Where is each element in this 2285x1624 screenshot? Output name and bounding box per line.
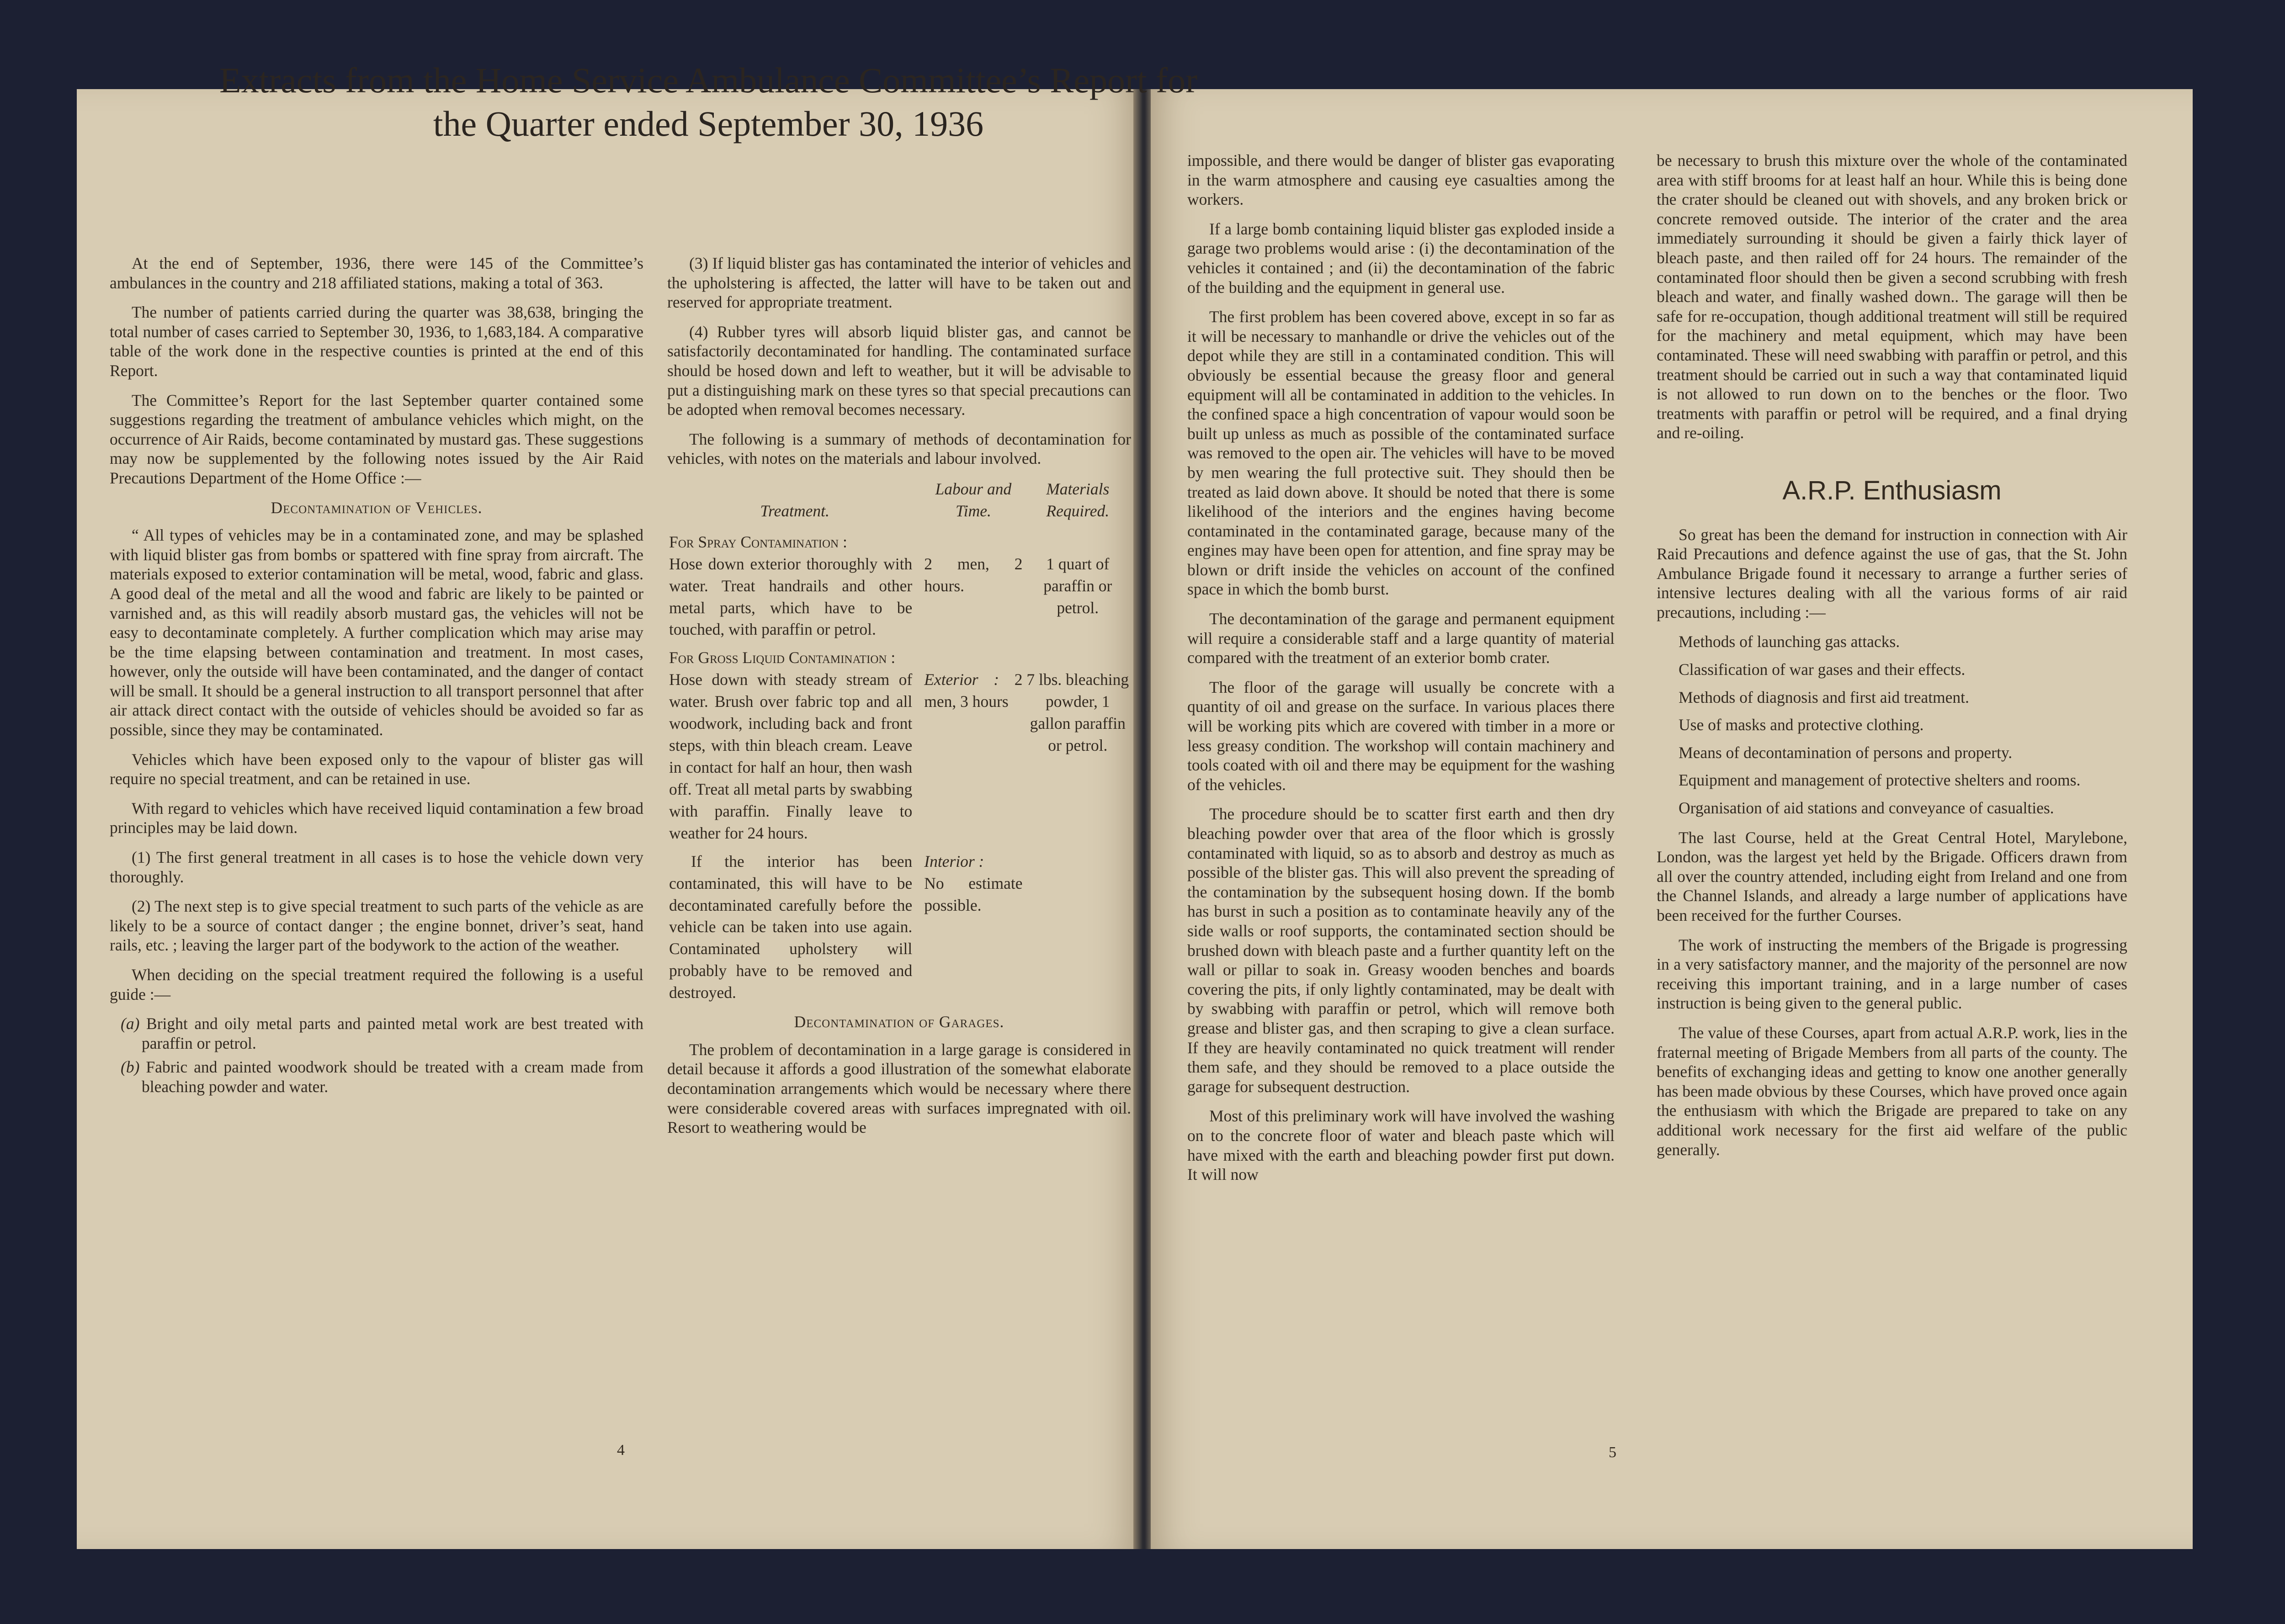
guide-list (110, 1014, 643, 1096)
paragraph: If a large bomb containing liquid blister gas exploded inside a garage two problems would arise : (i) the decontamination of the vehicles it contained ; and (ii) the decontamination of the fabric of the building and the equipment in general use. (1187, 219, 1615, 297)
decontamination-table (667, 478, 1131, 1004)
table-header-labour: Labour and Time. (935, 479, 1012, 520)
paragraph: “ All types of vehicles may be in a contaminated zone, and may be splashed with liquid blister gas from bombs or spattered with fine spray from aircraft. The materials exposed to exterior contamination will be metal, wood, fabric and glass. A good deal of the metal and all the wood and fabric are likely to be painted or varnished and, as this will readily absorb mustard gas, the vehicles will not be easy to decontaminate completely. A further complication which may arise may be the time elapsing between contamination and treatment. In most cases, however, only the outside will have been contaminated, and the danger of contact will be small. It should be a general instruction to all transport personnel that after air attack direct contact with the outside of vehicles should be avoided so far as possible, since they may be contaminated. (110, 526, 643, 739)
list-item-label: (b) (121, 1058, 140, 1077)
paragraph: The work of instructing the members of the Brigade is progressing in a very satisfactory manner, and the majority of the personnel are now receiving this important training, and in a large number of cases instruction is being given to the general public. (1657, 935, 2127, 1013)
labour-value: No estimate possible. (924, 874, 1023, 914)
labour-value: 2 men, 3 hours (924, 670, 1023, 711)
page-number-right: 5 (1609, 1444, 1616, 1461)
paragraph: So great has been the demand for instruction in connection with Air Raid Precautions and defence against the use of gas, that the St. John Ambulance Brigade found it necessary to arrange a further series of intensive lectures dealing with all the various forms of air raid precautions, including :— (1657, 525, 2127, 621)
paragraph: The first problem has been covered above, except in so far as it will be necessary to manhandle or drive the vehicles out of the depot while they are still in a contaminated condition. This will obviously be essential because the greasy floor and general equipment will all be contaminated in addition to the vehicles. In the confined space a high concentration of vapour would soon be built up unless as much as possible of the contaminated surface was removed to the open air. The vehicles will have to be moved by men wearing the full protective suit. They should then be treated as laid down above. It should be noted that there is some likelihood of the interiors and the engines having become contaminated in the contaminated garage, because many of the engines may have been open for attention, and fine spray may be blown or drift inside the vehicles on account of the confined space in which the bomb burst. (1187, 308, 1615, 599)
table-section-spray: For Spray Contamination : (669, 532, 847, 551)
list-item (110, 1057, 643, 1096)
left-column-1 (110, 254, 643, 1107)
paragraph: The number of patients carried during the quarter was 38,638, bringing the total number of cases carried to September 30, 1936, to 1,683,184. A comparative table of the work done in the respective counties is printed at the end of this Report. (110, 303, 643, 380)
paragraph: The Committee’s Report for the last September quarter contained some suggestions regarding the treatment of ambulance vehicles which might, on the occurrence of Air Raids, become contaminated by mustard gas. These suggestions may now be supplemented by the following notes issued by the Air Raid Precautions Department of the Home Office :— (110, 391, 643, 487)
table-cell-materials: 7 lbs. bleaching powder, 1 gallon paraffin or petrol. (1026, 670, 1129, 755)
table-row (667, 669, 1131, 844)
title-line-1: Extracts from the Home Service Ambulance Committee’s Report for (219, 60, 1198, 100)
table-section-row (667, 525, 1131, 553)
paragraph: impossible, and there would be danger of blister gas evaporating in the warm atmosphere and causing eye casualties among the workers. (1187, 151, 1615, 209)
list-item: Means of decontamination of persons and property. (1679, 743, 2013, 762)
table-cell-labour (922, 669, 1024, 844)
table-cell-materials: 1 quart of paraffin or petrol. (1043, 554, 1112, 617)
right-column-1 (1187, 151, 1615, 1194)
paragraph: The decontamination of the garage and permanent equipment will require a considerable staff and a large quantity of material compared with the treatment of an exterior bomb crater. (1187, 610, 1615, 667)
table-cell-treatment: If the interior has been contaminated, this will have to be decontaminated carefully before the vehicle can be taken into use again. Contaminated upholstery will probably have to be removed and destroyed. (669, 852, 913, 1002)
paragraph: (1) The first general treatment in all cases is to hose the vehicle down very thoroughly. (110, 848, 643, 886)
paragraph: (4) Rubber tyres will absorb liquid blister gas, and cannot be satisfactorily decontaminated for handling. The contaminated surface should be hosed down and left to weather, but it will be advisable to put a distinguishing mark on these tyres so that special precautions can be adopted when removal becomes necessary. (667, 322, 1131, 419)
paragraph: Vehicles which have been exposed only to the vapour of blister gas will require no special treatment, and can be retained in use. (110, 750, 643, 788)
article-title (114, 58, 1302, 145)
table-cell-treatment: Hose down exterior thoroughly with water. Treat handrails and other metal parts, which have to be touched, with paraffin or petrol. (669, 554, 913, 639)
title-line-2: the Quarter ended September 30, 1936 (433, 104, 984, 144)
list-item-text: Bright and oily metal parts and painted metal work are best treated with paraffin or petrol. (142, 1014, 643, 1052)
paragraph: At the end of September, 1936, there were 145 of the Committee’s ambulances in the country and 218 affiliated stations, making a total of 363. (110, 254, 643, 292)
list-item: Equipment and management of protective shelters and rooms. (1679, 771, 2081, 790)
list-item: Methods of diagnosis and first aid treatment. (1679, 688, 1969, 706)
paragraph: be necessary to brush this mixture over the whole of the contaminated area with stiff brooms for at least half an hour. While this is being done the crater should be cleaned out with shovels, and any broken brick or concrete removed outside. The interior of the crater and the area immediately surrounding it should be given a fairly thick layer of bleach paste, and then railed off for 24 hours. The remainder of the contaminated floor should then be given a second scrubbing with fresh bleach and water, and finally washed down.. The garage will then be safe for re-occupation, though additional treatment will still be required for the machinery and metal equipment, which may have been contaminated. These will need swabbing with paraffin or petrol, and this treatment should be carried out in such a way that contaminated liquid is not allowed to run down on to the benches or the floor. Two treatments with paraffin or petrol will be required, and a final drying and re-oiling. (1657, 151, 2127, 442)
labour-label: Exterior : (924, 670, 999, 689)
paragraph: Most of this preliminary work will have involved the washing on to the concrete floor of water and bleach paste which will have mixed with the earth and bleaching powder first put down. It will now (1187, 1107, 1615, 1184)
page-number-left: 4 (617, 1442, 625, 1459)
section-heading: Decontamination of Garages. (794, 1013, 1004, 1031)
table-row (667, 553, 1131, 641)
list-item: Methods of launching gas attacks. (1679, 632, 1900, 651)
table-cell-labour (922, 844, 1024, 1004)
table-header-row (667, 478, 1131, 525)
paragraph: The procedure should be to scatter first earth and then dry bleaching powder over that area of the floor which is grossly contaminated with liquid, so as to absorb and destroy as much as possible of the blister gas. This will also prevent the spreading of the contamination by the subsequent hosing down. If the bomb has burst in such a position as to contaminate heavily any of the side walls or roof supports, the contaminated section should be brushed down with bleach paste and a further quantity left on the wall or pillar to soak in. Greasy wooden benches and boards covering the pits, if only lightly contaminated, may be dealt with by swabbing with paraffin or petrol, which will remove both grease and blister gas, and then scraping to give a clean surface. If they are heavily contaminated no quick treatment will render them safe, and they should be removed to a place outside the garage for subsequent destruction. (1187, 805, 1615, 1096)
table-cell-labour: 2 men, 2 hours. (924, 554, 1023, 595)
paragraph: (3) If liquid blister gas has contaminated the interior of vehicles and the upholstering is affected, the latter will have to be taken out and reserved for appropriate treatment. (667, 254, 1131, 312)
list-item-label: (a) (121, 1014, 140, 1033)
table-cell-materials (1025, 844, 1131, 1004)
table-header-materials: Materials Required. (1046, 479, 1110, 520)
list-item-text: Fabric and painted woodwork should be treated with a cream made from bleaching powder and water. (142, 1058, 643, 1096)
table-section-row (667, 641, 1131, 669)
paragraph: When deciding on the special treatment required the following is a useful guide :— (110, 966, 643, 1003)
list-item: Use of masks and protective clothing. (1679, 716, 1924, 734)
left-column-2 (667, 254, 1131, 1147)
paragraph: The following is a summary of methods of decontamination for vehicles, with notes on the materials and labour involved. (667, 430, 1131, 468)
paragraph: The value of these Courses, apart from actual A.R.P. work, lies in the fraternal meeting of Brigade Members from all parts of the county. The benefits of exchanging ideas and getting to know one another generally has been made obvious by these Courses, which have proved once again the enthusiasm with which the Brigade are prepared to take on any additional work necessary for the first aid welfare of the public generally. (1657, 1023, 2127, 1159)
paragraph: The last Course, held at the Great Central Hotel, Marylebone, London, was the largest yet held by the Brigade. Officers drawn from all over the country attended, including eight from Ireland and one from the Channel Islands, and already a large number of applications have been received for the further Courses. (1657, 828, 2127, 924)
paragraph: The floor of the garage will usually be concrete with a quantity of oil and grease on the surface. In various places there will be working pits which are covered with timber in a more or less greasy condition. The workshop will contain machinery and tools coated with oil and there may be equipment for the washing of the vehicles. (1187, 678, 1615, 794)
paragraph: The problem of decontamination in a large garage is considered in detail because it affords a good illustration of the somewhat elaborate decontamination arrangements which would be necessary where there were considerable covered areas with surfaces impregnated with oil. Resort to weathering would be (667, 1040, 1131, 1137)
section-heading: Decontamination of Vehicles. (271, 498, 483, 517)
right-column-2 (1657, 151, 2127, 1169)
table-header-treatment: Treatment. (760, 501, 829, 520)
list-item (110, 1014, 643, 1053)
paragraph: (2) The next step is to give special treatment to such parts of the vehicle as are likely to be a source of contact danger ; the engine bonnet, driver’s seat, hand rails, etc. ; leaving the larger part of the bodywork to the action of the weather. (110, 897, 643, 955)
list-item: Organisation of aid stations and conveyance of casualties. (1679, 799, 2054, 817)
table-cell-treatment: Hose down with steady stream of water. Brush over fabric top and all woodwork, including back and front steps, with thin bleach cream. Leave in contact for half an hour, then wash off. Treat all metal parts by swabbing with paraffin. Finally leave to weather for 24 hours. (669, 670, 913, 842)
table-row (667, 844, 1131, 1004)
section-heading-arp: A.R.P. Enthusiasm (1782, 475, 2002, 505)
labour-label: Interior : (924, 852, 984, 870)
table-section-gross: For Gross Liquid Contamination : (669, 648, 896, 667)
lecture-topics-list (1657, 632, 2127, 817)
paragraph: With regard to vehicles which have received liquid contamination a few broad principles may be laid down. (110, 799, 643, 837)
list-item: Classification of war gases and their effects. (1679, 660, 1966, 679)
